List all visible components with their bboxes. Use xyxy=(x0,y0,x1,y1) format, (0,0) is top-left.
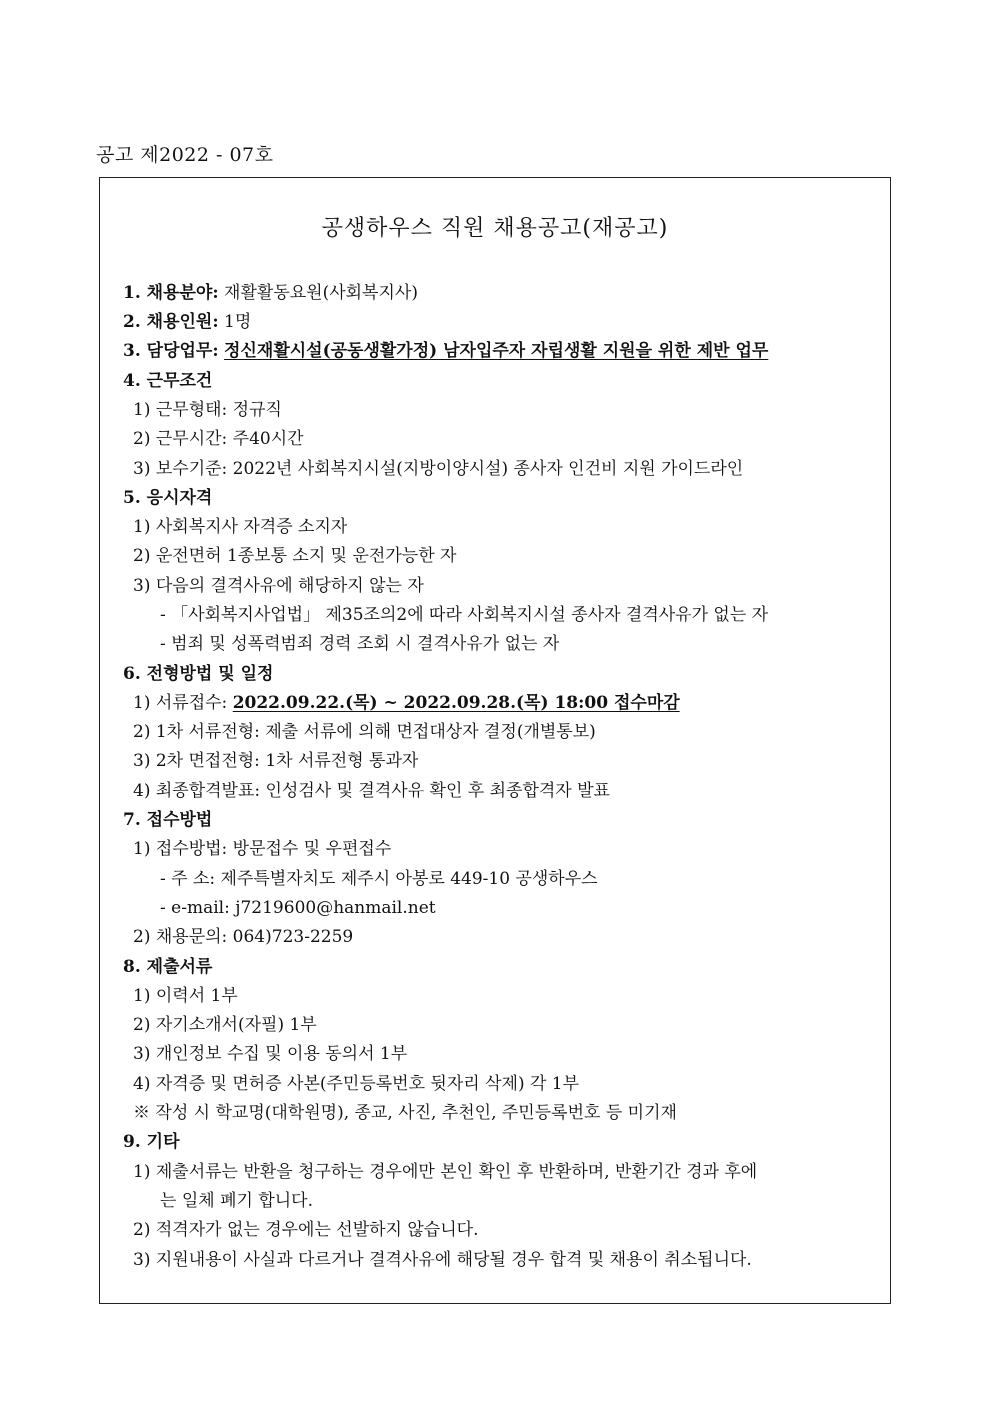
address-line: - 주 소: 제주특별자치도 제주시 아봉로 449-10 공생하우스 xyxy=(160,869,598,889)
section-2-heading: 2. 채용인원: xyxy=(123,312,219,332)
notice-box xyxy=(99,177,891,1304)
section-3-value: 정신재활시설(공동생활가정) 남자입주자 자립생활 지원을 위한 제반 업무 xyxy=(224,341,769,361)
section-8-item: 4) 자격증 및 면허증 사본(주민등록번호 뒷자리 삭제) 각 1부 xyxy=(133,1074,580,1094)
section-9-heading: 9. 기타 xyxy=(123,1132,180,1152)
section-1-heading: 1. 채용분야: xyxy=(123,283,219,303)
section-4-item: 1) 근무형태: 정규직 xyxy=(133,400,282,420)
section-2-field xyxy=(123,311,251,333)
section-3-heading: 3. 담당업무: xyxy=(123,341,219,361)
application-period-value: 2022.09.22.(목) ~ 2022.09.28.(목) 18:00 접수마감 xyxy=(232,693,680,713)
section-6-item xyxy=(133,692,680,714)
section-1-field xyxy=(123,282,418,304)
section-9-item: 1) 제출서류는 반환을 청구하는 경우에만 본인 확인 후 반환하며, 반환기간 경과 후에 xyxy=(133,1162,758,1182)
section-6-item: 4) 최종합격발표: 인성검사 및 결격사유 확인 후 최종합격자 발표 xyxy=(133,781,610,801)
section-3-field xyxy=(123,340,768,362)
section-9-item: 3) 지원내용이 사실과 다르거나 결격사유에 해당될 경우 합격 및 채용이 취소됩니다. xyxy=(133,1250,752,1270)
section-4-item: 3) 보수기준: 2022년 사회복지시설(지방이양시설) 종사자 인건비 지원 가이드라인 xyxy=(133,459,744,479)
section-7-heading: 7. 접수방법 xyxy=(123,810,213,830)
section-5-item: 2) 운전면허 1종보통 소지 및 운전가능한 자 xyxy=(133,546,457,566)
application-period-label: 1) 서류접수: xyxy=(133,693,228,713)
notice-number: 공고 제2022 - 07호 xyxy=(96,144,274,166)
section-8-note: ※ 작성 시 학교명(대학원명), 종교, 사진, 추천인, 주민등록번호 등 미기재 xyxy=(133,1103,677,1123)
section-6-item: 2) 1차 서류전형: 제출 서류에 의해 면접대상자 결정(개별통보) xyxy=(133,722,596,742)
section-7-item: 1) 접수방법: 방문접수 및 우편접수 xyxy=(133,839,392,859)
section-5-subitem: - 범죄 및 성폭력범죄 경력 조회 시 결격사유가 없는 자 xyxy=(160,634,560,654)
section-5-item: 1) 사회복지사 자격증 소지자 xyxy=(133,517,348,537)
section-8-item: 3) 개인정보 수집 및 이용 동의서 1부 xyxy=(133,1044,408,1064)
section-8-heading: 8. 제출서류 xyxy=(123,957,213,977)
section-4-heading: 4. 근무조건 xyxy=(123,371,213,391)
section-9-item: 2) 적격자가 없는 경우에는 선발하지 않습니다. xyxy=(133,1220,479,1240)
section-5-item: 3) 다음의 결격사유에 해당하지 않는 자 xyxy=(133,576,424,596)
contact-line: 2) 채용문의: 064)723-2259 xyxy=(133,927,354,947)
section-8-item: 2) 자기소개서(자필) 1부 xyxy=(133,1015,317,1035)
section-4-item: 2) 근무시간: 주40시간 xyxy=(133,429,304,449)
section-6-heading: 6. 전형방법 및 일정 xyxy=(123,664,274,684)
section-9-item-continued: 는 일체 폐기 합니다. xyxy=(160,1191,313,1211)
section-2-value: 1명 xyxy=(224,312,252,332)
section-6-item: 3) 2차 면접전형: 1차 서류전형 통과자 xyxy=(133,751,419,771)
section-5-subitem: - 「사회복지사업법」 제35조의2에 따라 사회복지시설 종사자 결격사유가 없는 자 xyxy=(160,605,769,625)
section-1-value: 재활활동요원(사회복지사) xyxy=(224,283,418,303)
section-8-item: 1) 이력서 1부 xyxy=(133,986,238,1006)
section-5-heading: 5. 응시자격 xyxy=(123,488,213,508)
page-title: 공생하우스 직원 채용공고(재공고) xyxy=(321,216,669,241)
email-line: - e-mail: j7219600@hanmail.net xyxy=(160,898,436,918)
